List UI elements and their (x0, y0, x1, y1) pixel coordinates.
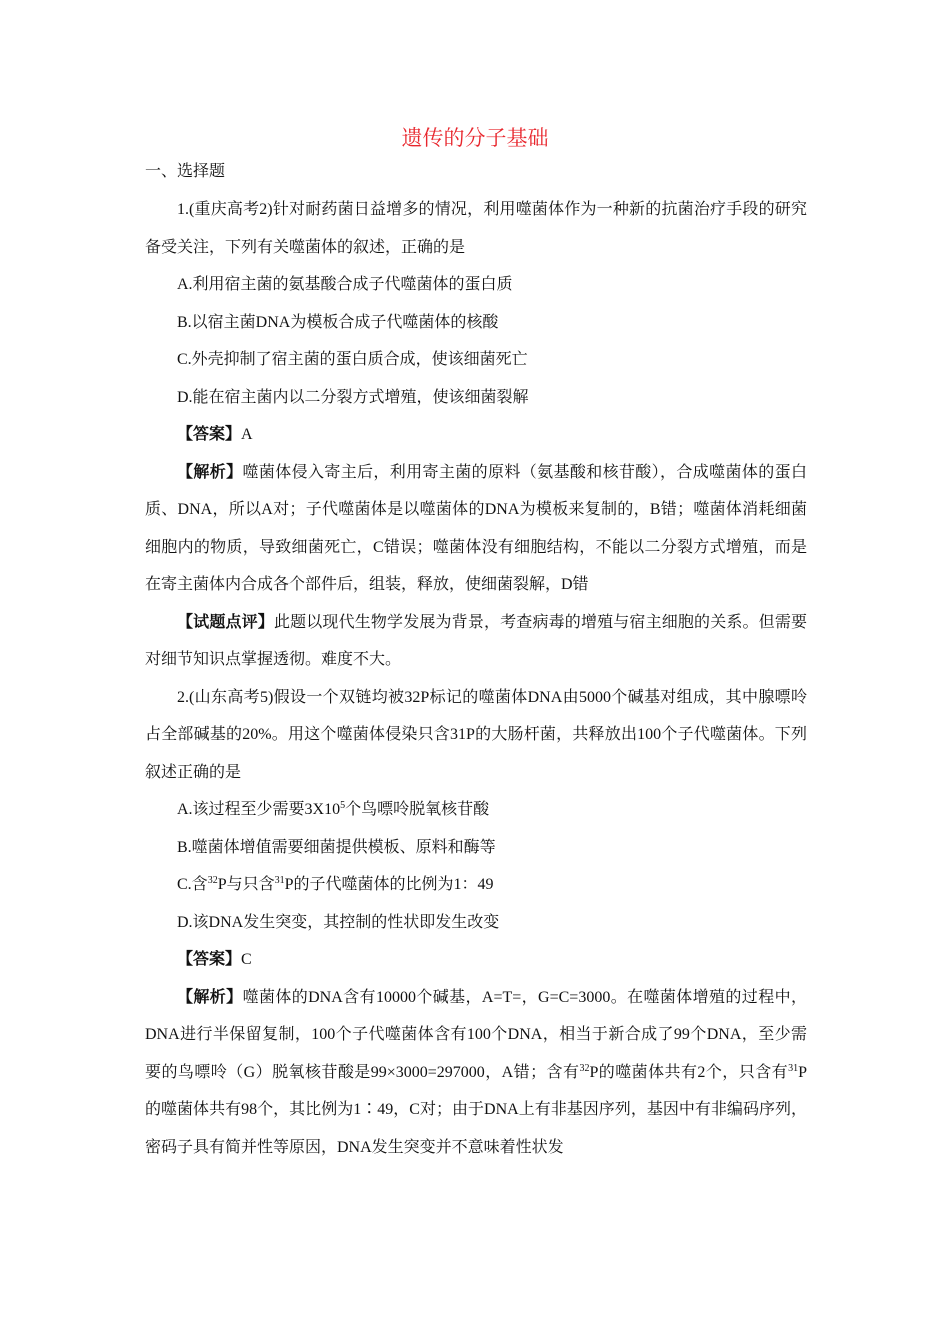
answer-value: A (241, 426, 253, 443)
analysis-text: P的噬菌体共有2个，只含有 (589, 1063, 789, 1081)
question-1-option-c: C.外壳抑制了宿主菌的蛋白质合成，使该细菌死亡 (177, 351, 528, 368)
option-c-superscript: 32 (207, 875, 218, 886)
analysis-text: 噬菌体的DNA含有10000个碱基，A=T=，G=C=3000。在噬菌体增殖的过程中，DNA进行半保留复制，100个子代噬菌体含有100个DNA，相当于新合成了99个DNA，至少需要的鸟嘌呤（G）脱氧核苷酸是99×3000=297000，A错；含有 (145, 988, 807, 1081)
analysis-label: 【解析】 (177, 988, 243, 1006)
page-title: 遗传的分子基础 (401, 126, 549, 150)
option-a-text-end: 个鸟嘌呤脱氧核苷酸 (345, 801, 490, 818)
answer-value: C (241, 951, 252, 968)
analysis-text: P的噬菌体共有98个，其比例为1∶49，C对；由于DNA上有非基因序列，基因中有非编码序列，密码子具有简并性等原因，DNA发生突变并不意味着性状发 (145, 1063, 807, 1156)
question-2-answer (145, 941, 807, 979)
analysis-text: 噬菌体侵入寄主后，利用寄主菌的原料（氨基酸和核苷酸），合成噬菌体的蛋白质、DNA，所以A对；子代噬菌体是以噬菌体的DNA为模板来复制的，B错；噬菌体消耗细菌细胞内的物质，导致细菌死亡，C错误；噬菌体没有细胞结构，不能以二分裂方式增殖，而是在寄主菌体内合成各个部件后，组装，释放，使细菌裂解，D错 (145, 463, 807, 593)
option-c-text-mid: P与只含 (217, 876, 275, 893)
document-body (145, 191, 807, 1166)
comment-label: 【试题点评】 (177, 613, 274, 631)
answer-label: 【答案】 (177, 951, 242, 968)
analysis-superscript: 32 (579, 1062, 590, 1074)
question-1-answer (145, 416, 807, 454)
question-1-stem: 1.(重庆高考2)针对耐药菌日益增多的情况，利用噬菌体作为一种新的抗菌治疗手段的研究备受关注，下列有关噬菌体的叙述，正确的是 (145, 201, 807, 256)
option-a-exponent: 5 (340, 800, 346, 811)
question-2-option-d: D.该DNA发生突变，其控制的性状即发生改变 (177, 913, 500, 931)
question-2-stem: 2.(山东高考5)假设一个双链均被32P标记的噬菌体DNA由5000个碱基对组成，其中腺嘌呤占全部碱基的20%。用这个噬菌体侵染只含31P的大肠杆菌，共释放出100个子代噬菌体。下列叙述正确的是 (145, 688, 807, 781)
question-1-option-d: D.能在宿主菌内以二分裂方式增殖，使该细菌裂解 (177, 388, 529, 406)
option-c-text: C.含 (177, 876, 208, 893)
analysis-label: 【解析】 (177, 463, 243, 481)
section-heading: 一、选择题 (145, 163, 226, 180)
option-c-text-end: P的子代噬菌体的比例为1：49 (284, 876, 494, 893)
question-2-option-a (145, 791, 807, 829)
question-1-analysis (145, 454, 807, 604)
question-1-option-b: B.以宿主菌DNA为模板合成子代噬菌体的核酸 (177, 313, 499, 331)
option-a-text: A.该过程至少需要3X10 (177, 801, 341, 818)
question-2-analysis (145, 979, 807, 1167)
comment-text: 此题以现代生物学发展为背景，考查病毒的增殖与宿主细胞的关系。但需要对细节知识点掌握透彻。难度不大。 (145, 613, 807, 668)
question-1-comment (145, 604, 807, 679)
answer-label: 【答案】 (177, 426, 242, 443)
analysis-superscript: 31 (788, 1062, 799, 1074)
question-2-option-b: B.噬菌体增值需要细菌提供模板、原料和酶等 (177, 838, 496, 856)
question-1-option-a: A.利用宿主菌的氨基酸合成子代噬菌体的蛋白质 (177, 276, 513, 293)
question-2-option-c (145, 866, 807, 904)
option-c-superscript: 31 (274, 875, 285, 886)
